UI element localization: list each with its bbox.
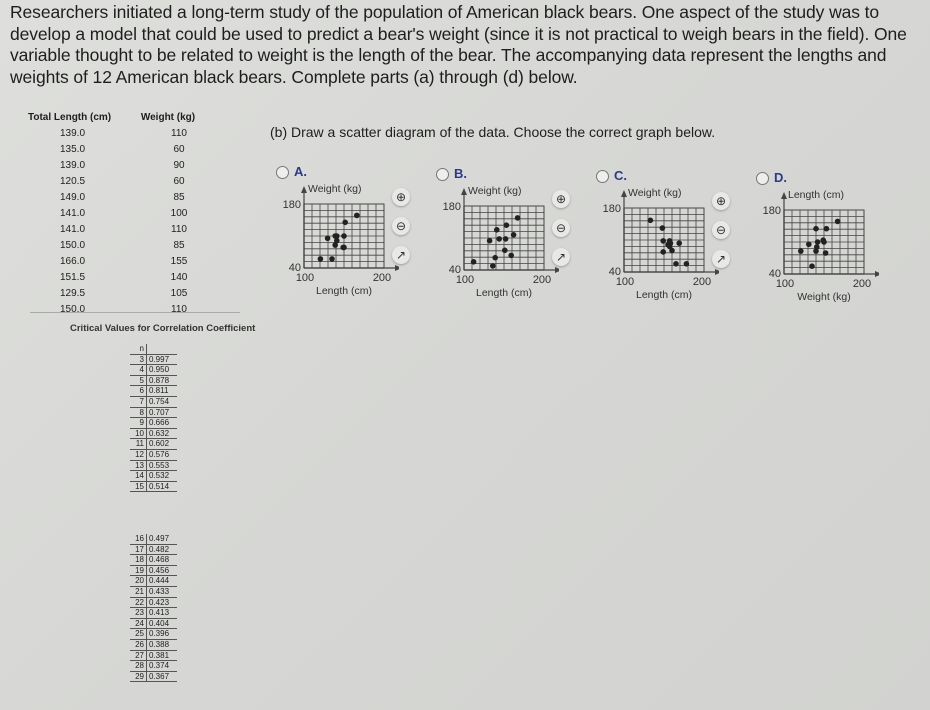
data-point — [824, 226, 830, 232]
data-row — [28, 222, 198, 238]
weight-cell: 60 — [173, 176, 185, 187]
data-point — [318, 256, 324, 262]
critical-n: 20 — [130, 576, 147, 587]
data-point — [496, 236, 502, 242]
critical-n: 16 — [130, 534, 147, 544]
critical-values-title: Critical Values for Correlation Coefficient — [70, 323, 256, 334]
length-cell: 139.0 — [60, 128, 86, 139]
data-point — [329, 256, 335, 262]
critical-n: 4 — [130, 365, 147, 376]
data-point — [341, 245, 347, 251]
critical-n: 5 — [130, 375, 147, 386]
weight-cell: 110 — [171, 128, 187, 139]
critical-value: 0.576 — [147, 449, 178, 460]
data-row — [28, 238, 198, 254]
data-point — [515, 215, 521, 221]
zoom-out-icon[interactable]: ⊖ — [392, 217, 410, 235]
popout-icon[interactable]: ↗ — [552, 248, 570, 266]
critical-header-row — [130, 344, 177, 354]
data-point — [673, 261, 679, 267]
zoom-out-icon[interactable]: ⊖ — [552, 219, 570, 237]
option-label: B. — [454, 166, 467, 181]
critical-row — [130, 597, 177, 608]
x-tick-max: 200 — [532, 274, 552, 286]
y-tick-max: 180 — [762, 205, 781, 217]
critical-n: 29 — [130, 671, 147, 682]
x-axis-label: Length (cm) — [635, 289, 693, 301]
critical-n: 10 — [130, 428, 147, 439]
critical-value: 0.950 — [147, 365, 178, 376]
critical-value: 0.482 — [147, 544, 178, 555]
critical-row — [130, 534, 177, 544]
critical-value: 0.878 — [147, 375, 178, 386]
x-tick-min: 100 — [775, 278, 795, 290]
critical-n: 17 — [130, 544, 147, 555]
critical-n: 24 — [130, 618, 147, 629]
data-point — [502, 248, 508, 254]
critical-row — [130, 650, 177, 661]
y-axis-label: Weight (kg) — [468, 185, 522, 197]
popout-icon[interactable]: ↗ — [392, 246, 410, 264]
critical-values-table — [130, 344, 177, 492]
data-point — [815, 239, 821, 245]
x-tick-max: 200 — [692, 276, 712, 288]
data-point — [490, 263, 496, 269]
data-row — [28, 142, 198, 158]
weight-cell: 60 — [173, 144, 185, 155]
popout-icon[interactable]: ↗ — [712, 250, 730, 268]
data-point — [334, 233, 340, 239]
critical-row — [130, 439, 177, 450]
data-table-header — [28, 110, 198, 126]
critical-value: 0.532 — [147, 471, 178, 482]
weight-cell: 105 — [170, 288, 188, 299]
data-point — [813, 226, 819, 232]
data-point — [676, 240, 682, 246]
option-label: C. — [614, 168, 627, 183]
y-tick-max: 180 — [602, 203, 621, 215]
critical-row — [130, 375, 177, 386]
critical-value: 0.468 — [147, 555, 178, 566]
data-point — [471, 259, 477, 265]
critical-value: 0.997 — [147, 354, 178, 365]
critical-value: 0.413 — [147, 608, 178, 619]
header-length: Total Length (cm) — [28, 112, 112, 123]
critical-value: 0.423 — [147, 597, 178, 608]
x-axis-arrow — [395, 265, 399, 271]
weight-cell: 155 — [170, 256, 188, 267]
x-axis-label: Weight (kg) — [797, 291, 851, 303]
critical-row — [130, 661, 177, 672]
data-row — [28, 174, 198, 190]
critical-row — [130, 481, 177, 492]
y-axis-arrow — [301, 186, 307, 193]
data-row — [28, 254, 198, 270]
critical-n: 28 — [130, 661, 147, 672]
y-axis-arrow — [461, 188, 467, 195]
data-point — [511, 232, 517, 238]
critical-n: 13 — [130, 460, 147, 471]
critical-row — [130, 586, 177, 597]
critical-row — [130, 608, 177, 619]
critical-value: 0.811 — [147, 386, 178, 397]
scatter-plot — [434, 168, 559, 308]
critical-n: 14 — [130, 471, 147, 482]
data-point — [660, 225, 666, 231]
header-weight: Weight (kg) — [140, 112, 196, 123]
critical-row — [130, 471, 177, 482]
critical-value: 0.632 — [147, 428, 178, 439]
critical-row — [130, 544, 177, 555]
critical-row — [130, 629, 177, 640]
data-point — [821, 239, 827, 245]
divider — [30, 312, 240, 313]
zoom-in-icon[interactable]: ⊕ — [712, 192, 730, 210]
data-table — [28, 110, 198, 318]
critical-value: 0.396 — [147, 629, 178, 640]
critical-value: 0.754 — [147, 396, 178, 407]
data-point — [341, 233, 347, 239]
data-point — [648, 218, 654, 224]
critical-row — [130, 460, 177, 471]
critical-value: 0.444 — [147, 576, 178, 587]
data-point — [835, 219, 841, 225]
data-point — [503, 236, 509, 242]
data-row — [28, 126, 198, 142]
critical-n: 6 — [130, 386, 147, 397]
length-cell: 120.5 — [60, 176, 86, 187]
data-row — [28, 190, 198, 206]
critical-n: 19 — [130, 565, 147, 576]
critical-n: 12 — [130, 449, 147, 460]
critical-n: 11 — [130, 439, 147, 450]
critical-row — [130, 565, 177, 576]
scatter-plot — [274, 166, 399, 306]
critical-row — [130, 365, 177, 376]
critical-row — [130, 555, 177, 566]
critical-row — [130, 354, 177, 365]
critical-value: 0.553 — [147, 460, 178, 471]
data-point — [342, 220, 348, 226]
y-tick-min: 40 — [448, 264, 461, 276]
critical-value: 0.374 — [147, 661, 178, 672]
zoom-in-icon[interactable]: ⊕ — [392, 188, 410, 206]
critical-n: 21 — [130, 586, 147, 597]
data-row — [28, 302, 198, 318]
x-axis-arrow — [555, 267, 559, 273]
zoom-in-icon[interactable]: ⊕ — [552, 190, 570, 208]
zoom-out-icon[interactable]: ⊖ — [712, 221, 730, 239]
x-axis-label: Length (cm) — [315, 285, 373, 297]
length-cell: 139.0 — [60, 160, 86, 171]
data-row — [28, 206, 198, 222]
data-point — [354, 213, 360, 219]
critical-row — [130, 407, 177, 418]
length-cell: 151.5 — [60, 272, 86, 283]
length-cell: 166.0 — [60, 256, 86, 267]
length-cell: 135.0 — [60, 144, 86, 155]
x-axis-arrow — [875, 271, 879, 277]
x-axis-label: Length (cm) — [475, 287, 533, 299]
length-cell: 150.0 — [60, 240, 86, 251]
data-point — [660, 238, 666, 244]
data-point — [660, 249, 666, 255]
critical-n: 18 — [130, 555, 147, 566]
weight-cell: 100 — [170, 208, 188, 219]
y-tick-min: 40 — [608, 266, 621, 278]
data-point — [823, 250, 829, 256]
length-cell: 141.0 — [60, 224, 86, 235]
critical-value: 0.456 — [147, 565, 178, 576]
critical-value: 0.514 — [147, 481, 178, 492]
data-row — [28, 286, 198, 302]
critical-n: 8 — [130, 407, 147, 418]
scatter-plot — [594, 170, 719, 310]
critical-n: 26 — [130, 639, 147, 650]
x-tick-min: 100 — [295, 272, 315, 284]
critical-row — [130, 428, 177, 439]
x-axis-arrow — [715, 269, 719, 275]
critical-n: 22 — [130, 597, 147, 608]
data-point — [814, 244, 820, 250]
critical-value: 0.602 — [147, 439, 178, 450]
data-point — [492, 255, 498, 261]
y-axis-arrow — [781, 192, 787, 199]
critical-row — [130, 418, 177, 429]
weight-cell: 90 — [173, 160, 185, 171]
data-point — [806, 242, 812, 248]
critical-row — [130, 576, 177, 587]
x-tick-max: 200 — [372, 272, 392, 284]
critical-n: 7 — [130, 396, 147, 407]
critical-n: 27 — [130, 650, 147, 661]
critical-n: 9 — [130, 418, 147, 429]
critical-row — [130, 386, 177, 397]
critical-n: 23 — [130, 608, 147, 619]
data-point — [798, 248, 804, 254]
length-cell: 149.0 — [60, 192, 86, 203]
option-label: A. — [294, 164, 307, 179]
weight-cell: 85 — [173, 192, 185, 203]
y-tick-min: 40 — [768, 268, 781, 280]
critical-n: 15 — [130, 481, 147, 492]
y-axis-label: Weight (kg) — [308, 183, 362, 195]
question-b: (b) Draw a scatter diagram of the data. Choose the correct graph below. — [270, 124, 716, 140]
critical-n: 25 — [130, 629, 147, 640]
length-cell: 141.0 — [60, 208, 86, 219]
critical-value: 0.433 — [147, 586, 178, 597]
critical-value: 0.367 — [147, 671, 178, 682]
y-axis-arrow — [621, 190, 627, 197]
n-header: n — [130, 344, 147, 354]
option-label: D. — [774, 170, 787, 185]
data-point — [325, 236, 331, 242]
weight-cell: 85 — [173, 240, 185, 251]
x-tick-max: 200 — [852, 278, 872, 290]
data-row — [28, 270, 198, 286]
question-intro: Researchers initiated a long-term study of the population of American black bears. One aspect of the study was to develop a model that could be used to predict a bear's weight (since it is not practical to weigh bears in the field). One variable thought to be related to weight is the length of the bear. The accompanying data represent the lengths and weights of 12 American black bears. Complete parts (a) through (d) below. — [10, 2, 907, 87]
length-cell: 150.0 — [60, 304, 86, 315]
critical-row — [130, 396, 177, 407]
critical-n: 3 — [130, 354, 147, 365]
weight-cell: 140 — [170, 272, 188, 283]
x-tick-min: 100 — [455, 274, 475, 286]
data-point — [504, 222, 510, 228]
x-tick-min: 100 — [615, 276, 635, 288]
weight-cell: 110 — [171, 304, 187, 315]
critical-value: 0.707 — [147, 407, 178, 418]
data-point — [684, 261, 690, 267]
critical-values-table-continued — [130, 534, 177, 682]
data-point — [667, 244, 673, 250]
length-cell: 129.5 — [60, 288, 86, 299]
critical-value: 0.404 — [147, 618, 178, 629]
data-point — [494, 227, 500, 233]
y-tick-max: 180 — [442, 201, 461, 213]
weight-cell: 110 — [171, 224, 187, 235]
critical-value: 0.381 — [147, 650, 178, 661]
y-axis-label: Length (cm) — [788, 189, 845, 201]
y-tick-max: 180 — [282, 199, 301, 211]
critical-row — [130, 639, 177, 650]
data-row — [28, 158, 198, 174]
scatter-plot — [754, 172, 879, 312]
critical-row — [130, 671, 177, 682]
y-tick-min: 40 — [288, 262, 301, 274]
critical-value: 0.497 — [147, 534, 178, 544]
critical-value: 0.666 — [147, 418, 178, 429]
data-point — [508, 253, 514, 259]
y-axis-label: Weight (kg) — [628, 187, 682, 199]
data-point — [809, 263, 815, 269]
critical-row — [130, 449, 177, 460]
critical-value: 0.388 — [147, 639, 178, 650]
critical-row — [130, 618, 177, 629]
data-point — [487, 238, 493, 244]
